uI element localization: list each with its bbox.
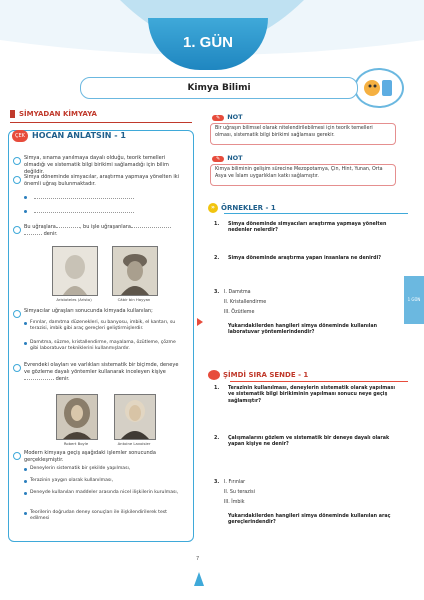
example-question-1: 1. Simya döneminde simyacıları araştırma yapmaya yönelten nedenler nelerdir?	[214, 222, 387, 234]
robert-boyle-caption: Robert Boyle	[63, 441, 89, 446]
bullet-icon	[13, 176, 21, 184]
option: I. Damıtma	[224, 290, 251, 295]
aristoteles-portrait	[52, 246, 98, 296]
practice-question-3: Yukarıdakilerden hangileri simya döneminde kullanılan araç gereçlerindendir?	[228, 514, 391, 526]
option: II. Su terazisi	[224, 490, 255, 495]
page-marker-icon	[194, 572, 204, 586]
note-icon: ✎	[212, 115, 224, 121]
blank-line	[34, 212, 134, 213]
note-label: ✎ NOT	[212, 113, 243, 121]
list-item: Teorilerin doğrudan deney sonuçları ile ilişkilendirilerek test edilmesi	[30, 510, 184, 523]
bullet-icon	[13, 452, 21, 460]
paragraph-simyacilar: Simyacılar uğraşları sonucunda kimyada kullanılan;	[24, 308, 153, 314]
side-tab: 1 GÜN	[404, 276, 424, 324]
mascot-illustration	[354, 68, 404, 108]
paragraph-iki-ugras: Simya döneminde simyacılar, araştırma yapmaya yönelten iki önemli uğraş bulunmaktadır.	[24, 174, 179, 187]
practice-question-1: 1. Terazinin kullanılması, deneylerin sistematik olarak yapılması ve sistematik bilgi birikiminin yapılması sonucu neye geçiş sağlamıştır?	[214, 386, 396, 404]
paragraph-bilim-insani: Evrendeki olayları ve varlıkları sistematik bir biçimde, deneye ve gözleme dayalı yöntemler kullanarak inceleyen kişiye denir.	[24, 362, 179, 382]
note-box-1: Bir uğraşın bilimsel olarak nitelendirilebilmesi için teorik temelleri olması, sistematik bilgi birikimi sağlaması gerekir.	[210, 123, 396, 145]
pencil-icon	[208, 370, 220, 380]
example-question-3: Yukarıdakilerden hangileri simya döneminde kullanılan laboratuvar yöntemlerindendir?	[228, 324, 378, 336]
list-item: Fırınlar, damıtma düzenekleri, su banyosu, imbik, el kantarı, su terazisi, imbik gibi araç gereçleri geliştirmişlerdir.	[30, 320, 184, 333]
list-item: Terazinin yaygın olarak kullanılması,	[30, 478, 184, 484]
cabir-portrait	[112, 246, 158, 296]
list-item: Deneyde kullanılan maddeler arasında nicel ilişkilerin kurulması,	[30, 490, 184, 496]
examples-divider	[224, 213, 408, 214]
option: III. Özütleme	[224, 310, 255, 315]
examples-icon: »	[208, 203, 218, 213]
lavoisier-caption: Antoine Lavoisier	[117, 441, 151, 446]
lavoisier-portrait	[114, 394, 156, 440]
example-question-2: 2. Simya döneminde araştırma yapan insanlara ne denirdi?	[214, 256, 381, 261]
list-item: Damıtma, süzme, kristallendirme, mayalama, özütleme, çözme gibi laboratuvar tekniklerini kullanmışlardır.	[30, 340, 184, 353]
option: III. İmbik	[224, 500, 245, 505]
bullet-icon	[13, 157, 21, 165]
examples-title: » ÖRNEKLER - 1	[208, 203, 276, 213]
paragraph-modern-kimya: Modern kimyaya geçiş aşağıdaki işlemler sonucunda gerçekleşmiştir.	[24, 450, 156, 463]
bullet-icon	[13, 226, 21, 234]
robert-boyle-portrait	[56, 394, 98, 440]
page-number: 7	[196, 556, 200, 562]
note-icon: ✎	[212, 156, 224, 162]
page-title: Kimya Bilimi	[80, 77, 358, 99]
note-label: ✎ NOT	[212, 154, 243, 162]
option: I. Fırınlar	[224, 480, 246, 485]
blank-line	[34, 198, 134, 199]
bullet-icon	[13, 310, 21, 318]
hocan-anlatsin-title: HOCAN ANLATSIN - 1	[32, 131, 126, 140]
aristoteles-caption: Aristoteles (Aristo)	[56, 297, 92, 302]
cabir-caption: Câbir bin Hayyan	[117, 297, 151, 302]
paragraph-bu-ugraslara: Bu uğraşlara , bu işle uğraşanlara denir.	[24, 224, 186, 238]
section-title: SİMYADAN KİMYAYA	[10, 110, 190, 122]
simdi-sira-sende-title: ŞİMDİ SIRA SENDE - 1	[208, 370, 308, 380]
option: II. Kristallendirme	[224, 300, 267, 305]
practice-question-2: 2. Çalışmalarını gözlem ve sistematik bir deneye dayalı olarak yapan kişiye ne denir?	[214, 436, 390, 448]
list-item: Deneylerin sistematik bir şekilde yapılması,	[30, 466, 184, 472]
bullet-icon	[13, 364, 21, 372]
day-badge-label: 1. GÜN	[182, 34, 233, 51]
arrow-right-icon	[197, 318, 203, 326]
paragraph-simya-bilim-degildir: Simya, sınama yanılmaya dayalı olduğu, teorik temelleri olmadığı ve sistematik bilgi birikimi sağlamadığı için bilim değildir.	[24, 155, 169, 175]
note-box-2: Kimya biliminin gelişim sürecine Mezopotamya, Çin, Hint, Yunan, Orta Asya ve İslam uygarlıkları katkı sağlamıştır.	[210, 164, 396, 186]
hoca-icon: ÇEK	[12, 130, 28, 142]
simdi-divider	[230, 381, 408, 382]
